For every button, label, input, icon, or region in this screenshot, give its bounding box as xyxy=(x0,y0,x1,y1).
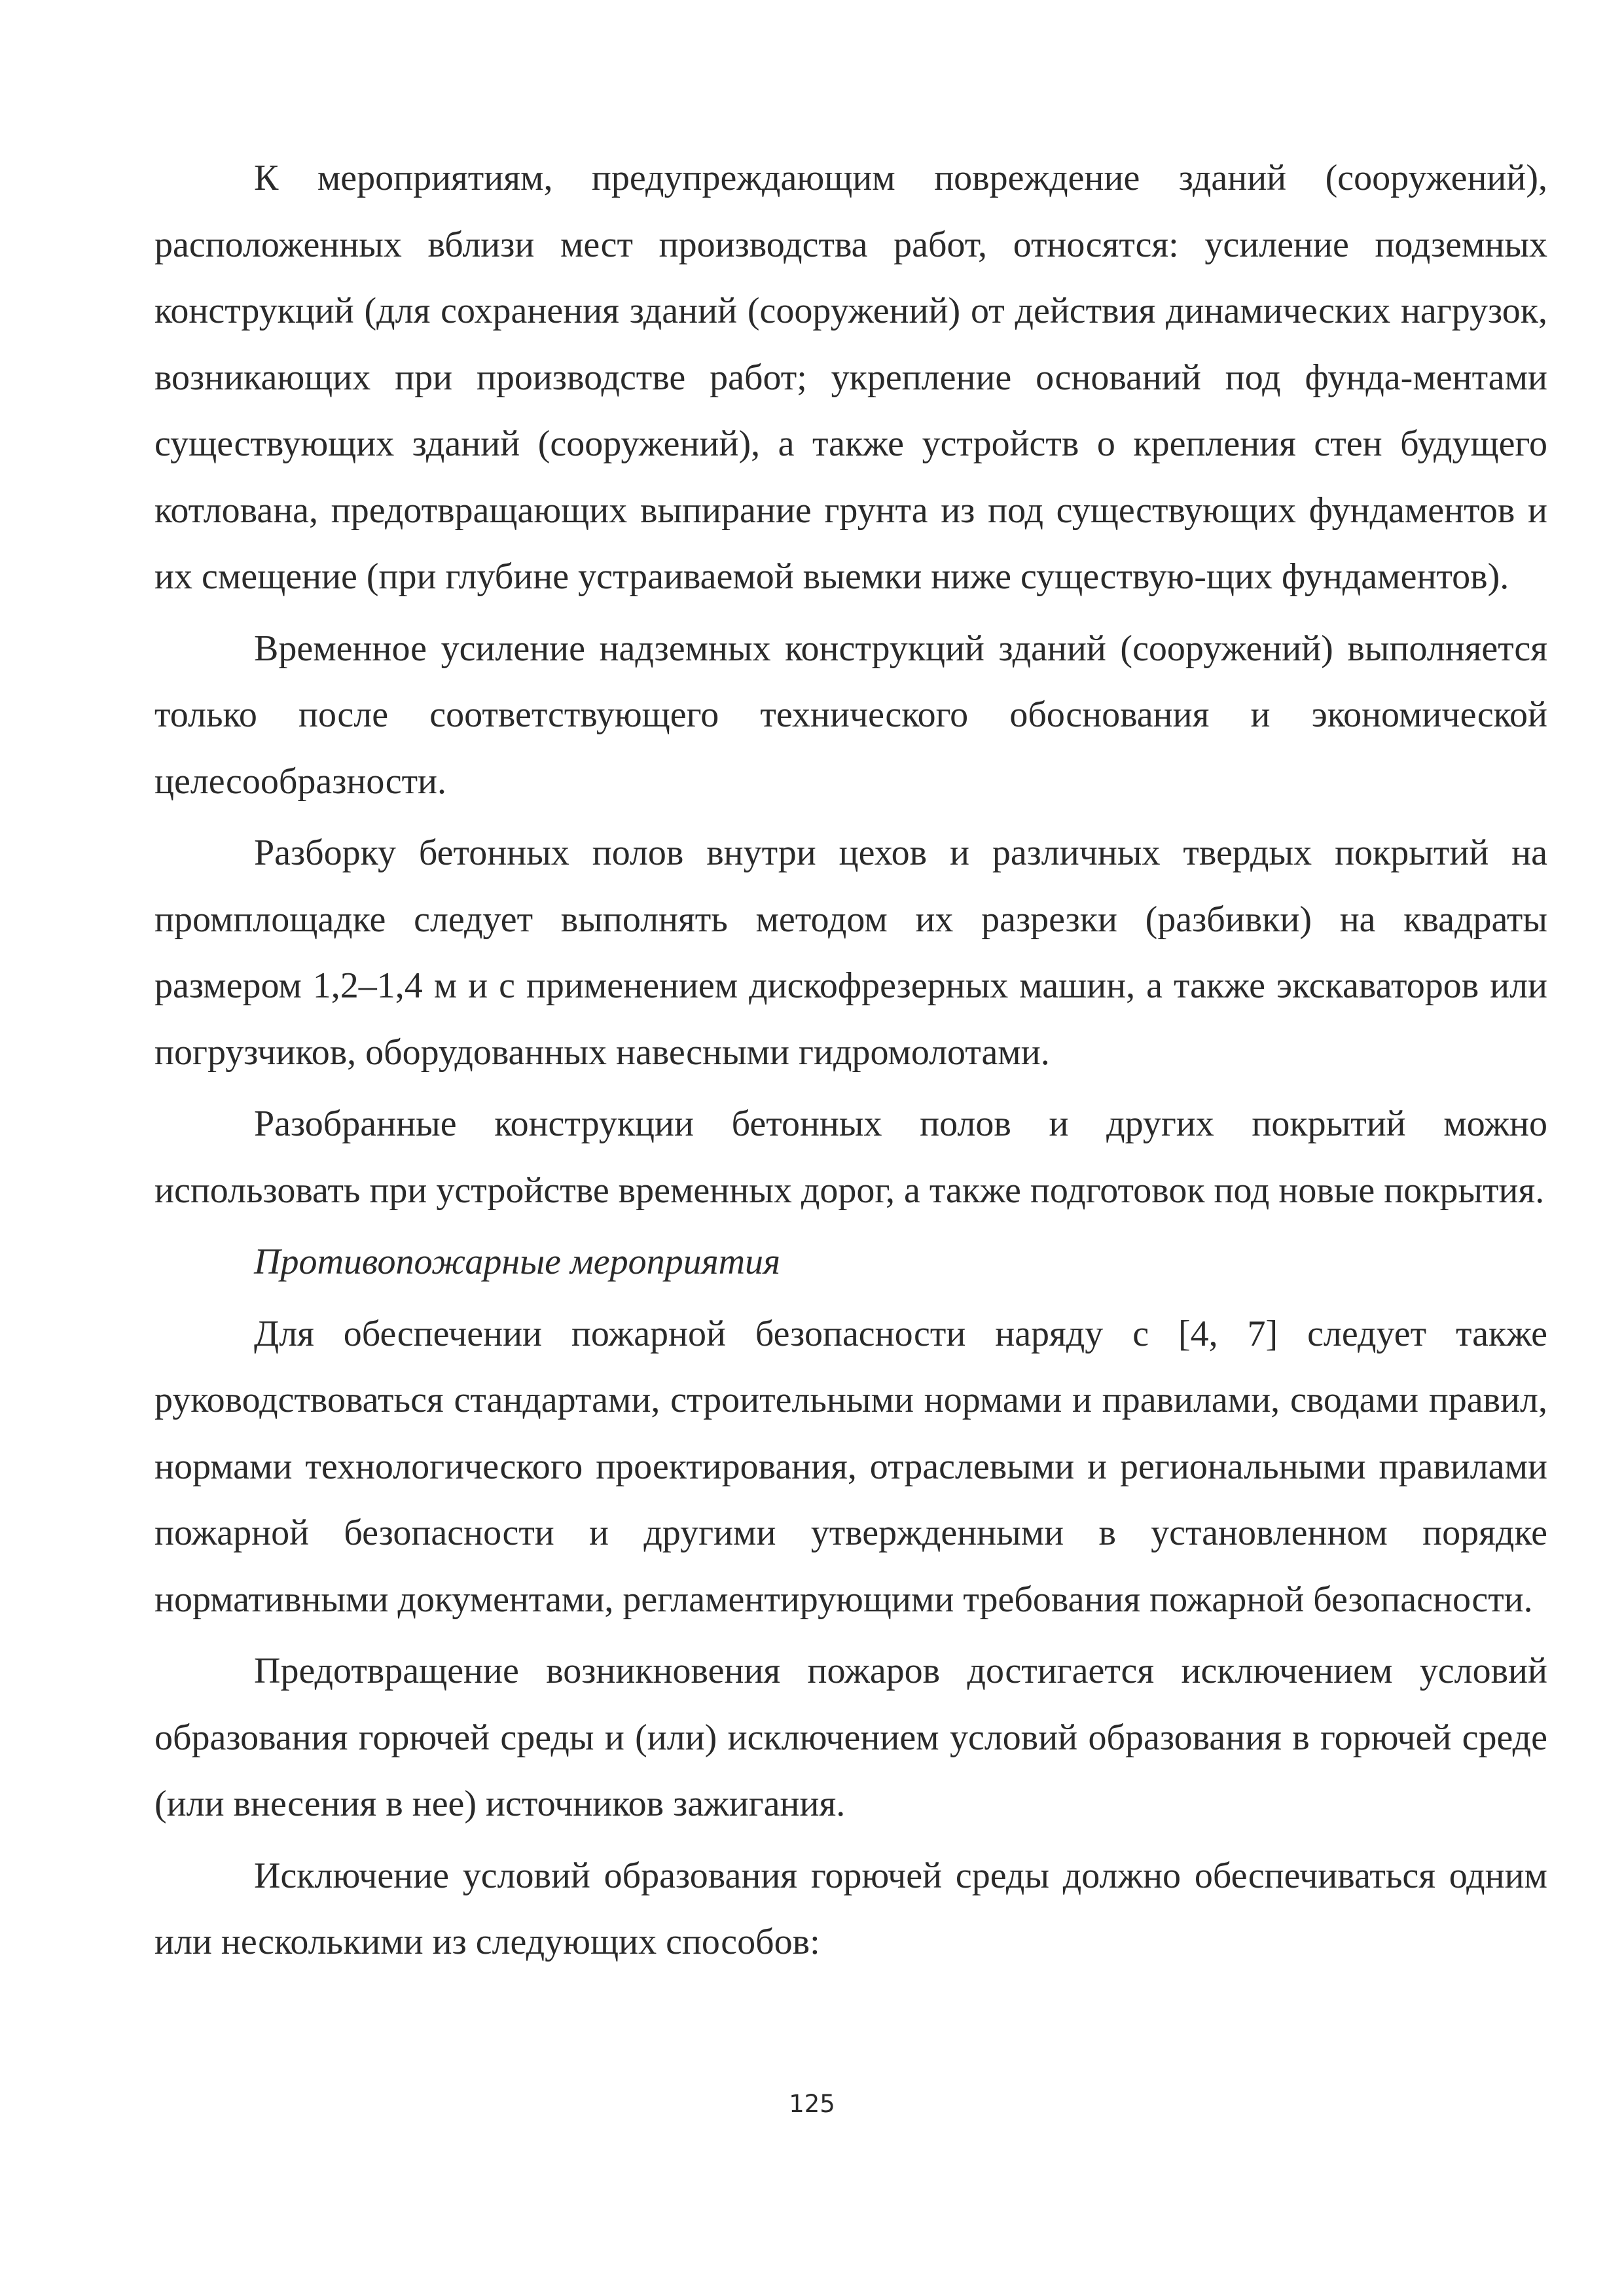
paragraph-temporary-reinforcement: Временное усиление надземных конструкций зданий (сооружений) выполняется только после соответствующего технического обоснования и экономической целесообразности. xyxy=(154,628,1547,802)
paragraph-floor-dismantling: Разборку бетонных полов внутри цехов и различных твердых покрытий на промплощадке следует выполнять методом их разрезки (разбивки) на квадраты размером 1,2–1,4 м и с применением дискофрезерных машин, а также экскаваторов или погрузчиков, оборудованных навесными гидромолотами. xyxy=(154,833,1547,1073)
page-content xyxy=(154,145,1547,1981)
page-number: 125 xyxy=(789,2090,835,2118)
paragraph-combustible-environment: Исключение условий образования горючей среды должно обеспечиваться одним или несколькими из следующих способов: xyxy=(154,1855,1547,1962)
paragraph-fire-prevention: Предотвращение возникновения пожаров достигается исключением условий образования горючей среды и (или) исключением условий образования в горючей среде (или внесения в нее) источников зажигания. xyxy=(154,1651,1547,1824)
section-heading-fire-safety: Противопожарные мероприятия xyxy=(254,1242,781,1282)
paragraph-fire-safety-norms: Для обеспечении пожарной безопасности наряду с [4, 7] следует также руководствоваться стандартами, строительными нормами и правилами, сводами правил, нормами технологического проектирования, отраслевыми и региональными правилами пожарной безопасности и другими утвержденными в установленном порядке нормативными документами, регламентирующими требования пожарной безопасности. xyxy=(154,1313,1547,1620)
paragraph-building-protection: К мероприятиям, предупреждающим повреждение зданий (сооружений), расположенных вблизи мест производства работ, относятся: усиление подземных конструкций (для сохранения зданий (сооружений) от действия динамических нагрузок, возникающих при производстве работ; укрепление оснований под фунда-ментами существующих зданий (сооружений), а также устройств о крепления стен будущего котлована, предотвращающих выпирание грунта из под существующих фундаментов и их смещение (при глубине устраиваемой выемки ниже существую-щих фундаментов). xyxy=(154,158,1547,597)
paragraph-reuse-of-materials: Разобранные конструкции бетонных полов и других покрытий можно использовать при устройстве временных дорог, а также подготовок под новые покрытия. xyxy=(154,1103,1547,1211)
